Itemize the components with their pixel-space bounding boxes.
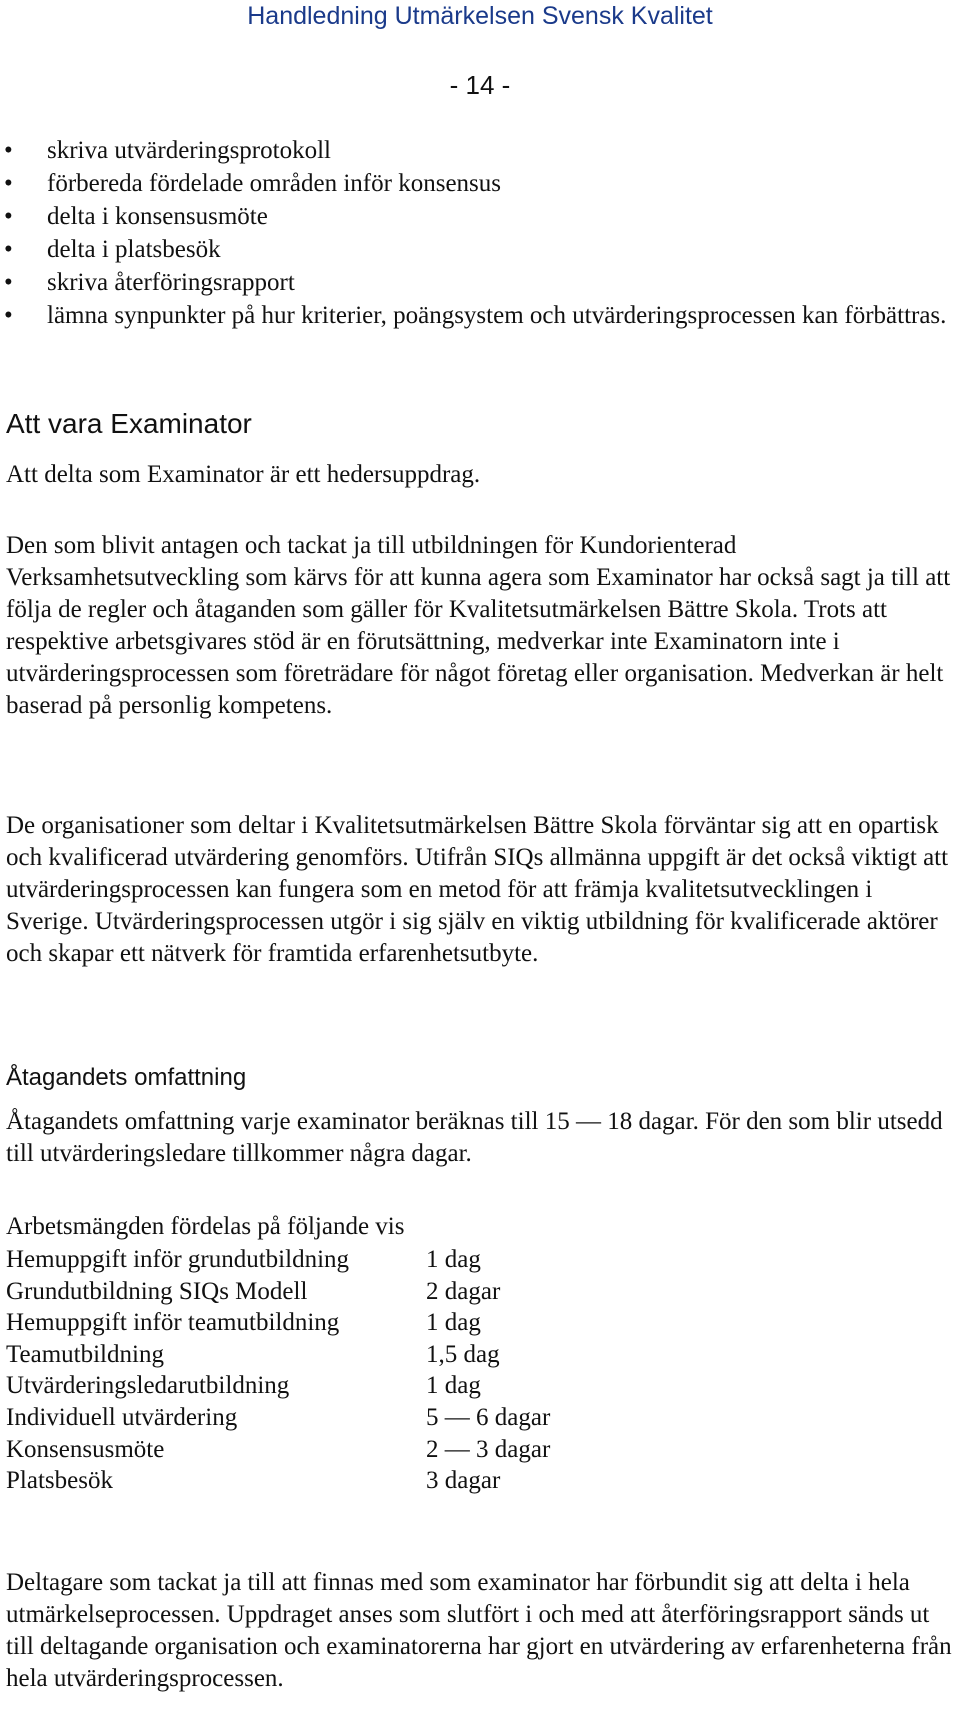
list-item: • delta i platsbesök: [0, 233, 960, 266]
list-item: • lämna synpunkter på hur kriterier, poängsystem och utvärderingsprocessen kan förbättras.: [0, 299, 960, 332]
bullet-marker: •: [4, 302, 13, 329]
table-row: Utvärderingsledarutbildning 1 dag: [6, 1372, 481, 1400]
paragraph-examinator-purpose: De organisationer som deltar i Kvalitetsutmärkelsen Bättre Skola förväntar sig att en opartisk och kvalificerad utvärdering genomförs. Utifrån SIQs allmänna uppgift är det också viktigt att utvärderingsprocessen kan fungera som en metod för att främja kvalitetsutvecklingen i Sverige. Utvärderingsprocessen utgör i sig själv en viktig utbildning för kvalificerade aktörer och skapar ett nätverk för framtida erfarenhetsutbyte.: [6, 812, 949, 967]
table-row: Konsensusmöte 2 — 3 dagar: [6, 1435, 551, 1463]
table-intro: Arbetsmängden fördelas på följande vis: [6, 1213, 405, 1240]
bullet-marker: •: [4, 269, 13, 296]
table-row: Platsbesök 3 dagar: [6, 1467, 501, 1495]
list-item: • skriva återföringsrapport: [0, 266, 960, 299]
table-row: Hemuppgift inför grundutbildning 1 dag: [6, 1246, 481, 1273]
bullet-list: [0, 134, 960, 332]
list-item: • förbereda fördelade områden inför konsensus: [0, 167, 960, 200]
running-header: Handledning Utmärkelsen Svensk Kvalitet: [247, 2, 713, 30]
table-row: Individuell utvärdering 5 — 6 dagar: [6, 1403, 551, 1431]
table-row: Grundutbildning SIQs Modell 2 dagar: [6, 1277, 501, 1305]
paragraph-closing: Deltagare som tackat ja till att finnas med som examinator har förbundit sig att delta i hela utmärkelseprocessen. Uppdraget anses som slutfört i och med att återföringsrapport sänds ut till deltagande organisation och examinatorerna har gjort en utvärdering av erfarenheterna från hela utvärderingsprocessen.: [6, 1569, 952, 1692]
effort-table: [6, 1244, 706, 1497]
bullet-marker: •: [4, 203, 13, 230]
table-row: Teamutbildning 1,5 dag: [6, 1340, 500, 1368]
table-row: Hemuppgift inför teamutbildning 1 dag: [6, 1309, 481, 1337]
section-heading-examinator: Att vara Examinator: [6, 408, 252, 439]
page-number: - 14 -: [449, 70, 511, 100]
bullet-marker: •: [4, 170, 13, 197]
section-heading-omfattning: Åtagandets omfattning: [6, 1064, 247, 1091]
bullet-marker: •: [4, 137, 13, 164]
lead-sentence: Att delta som Examinator är ett hedersuppdrag.: [6, 461, 481, 488]
paragraph-examinator-rules: Den som blivit antagen och tackat ja till utbildningen för Kundorienterad Verksamhetsutveckling som kärvs för att kunna agera som Examinator har också sagt ja till att följa de regler och åtaganden som gäller för Kvalitetsutmärkelsen Bättre Skola. Trots att respektive arbetsgivares stöd är en förutsättning, medverkar inte Examinatorn inte i utvärderingsprocessen som företrädare för något företag eller organisation. Medverkan är helt baserad på personlig kompetens.: [6, 532, 951, 719]
bullet-marker: •: [4, 236, 13, 263]
list-item: • skriva utvärderingsprotokoll: [0, 134, 960, 167]
list-item: • delta i konsensusmöte: [0, 200, 960, 233]
paragraph-omfattning: Åtagandets omfattning varje examinator beräknas till 15 — 18 dagar. För den som blir utsedd till utvärderingsledare tillkommer några dagar.: [6, 1108, 943, 1167]
